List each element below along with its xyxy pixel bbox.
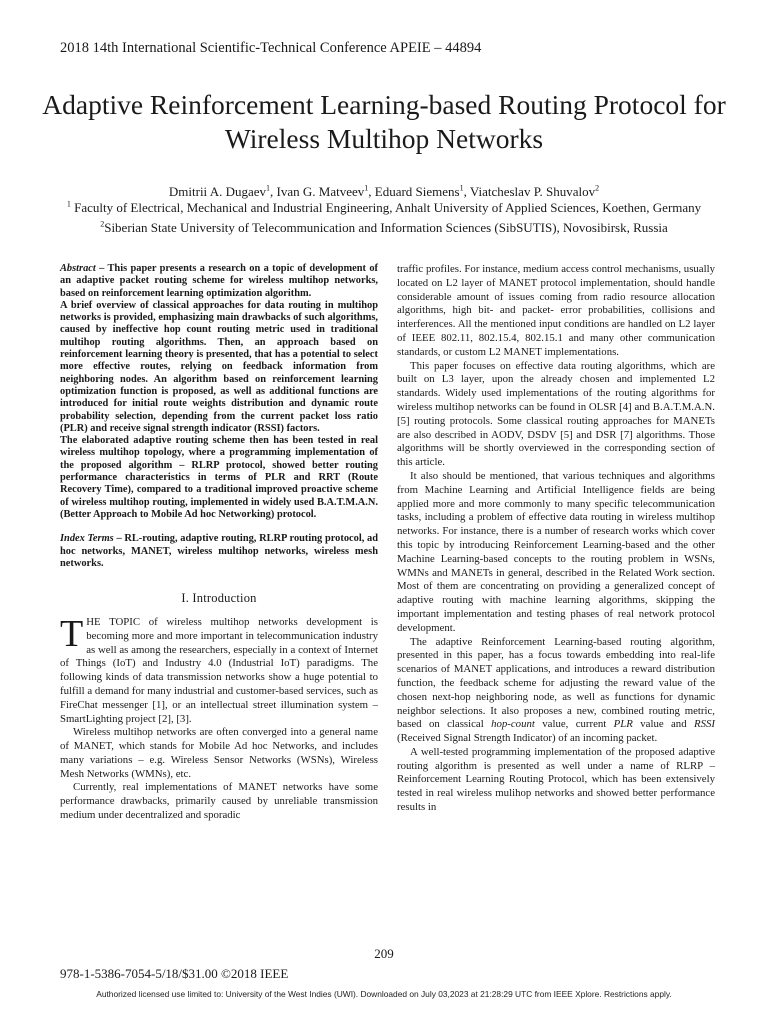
affiliation-number: 2: [100, 219, 105, 229]
body-text: (Received Signal Strength Indicator) of an incoming packet.: [397, 732, 658, 745]
body-text: value and: [632, 718, 694, 731]
abstract-text: – This paper presents a research on a topic of development of an adaptive packet routing scheme for wireless multihop networks, based on reinforcement learning optimization algorithm.: [60, 263, 378, 299]
author-affiliation-mark: 2: [595, 183, 600, 193]
author-affiliation-mark: 1: [364, 183, 369, 193]
plr-term: PLR: [613, 718, 633, 731]
body-paragraph: This paper focuses on effective data routing algorithms, which are built on L3 layer, upon the already chosen and implemented L2 standards. Widely used implementations of the routing algorithms for wireless multihop networks can be found in OLSR [4] and B.A.T.M.A.N. [5] routing protocols. Some classical routing approaches for MANETs are also described in AODV, DSDV [5] and DSR [7] algorithms. Those algorithms will be shortly overviewed in the corresponding section of this article.: [397, 359, 715, 469]
conference-header: 2018 14th International Scientific-Technical Conference APEIE – 44894: [60, 40, 482, 56]
author-name: Ivan G. Matveev: [276, 184, 365, 199]
intro-paragraph: Currently, real implementations of MANET networks have some performance drawbacks, primarily caused by unreliable transmission medium under decentralized and sporadic: [60, 781, 378, 822]
abstract-paragraph: A brief overview of classical approaches for data routing in multihop networks is provided, emphasizing main drawbacks of such algorithms, caused by ineffective hop count routing metric used in traditional multihop routing algorithms. Then, an approach based on reinforcement learning theory is presented, that has a potential to select more effective routes, relying on feedback information from neighboring nodes. An algorithm based on reinforcement learning optimization function is proposed, as well as additional functions are introduced for initial route weights distribution and dynamic route probability selection, depending from the current packet loss ratio (PLR) and receive signal strength indicator (RSSI) factors.: [60, 299, 378, 434]
author-list: Dmitrii A. Dugaev$^1$, Ivan G. Matveev$^1$, Eduard Siemens$^1$, Viatcheslav P. Shuvalov$^2$: [168, 183, 600, 199]
affiliation-1: [40, 200, 728, 216]
affiliation-text: Faculty of Electrical, Mechanical and Industrial Engineering, Anhalt University of Applied Sciences, Koethen, Germany: [74, 200, 702, 215]
author-name: Eduard Siemens: [374, 184, 460, 199]
page-number: 209: [374, 946, 394, 961]
body-paragraph: [397, 636, 715, 746]
author-affiliation-mark: 1: [266, 183, 271, 193]
intro-text: HE TOPIC of wireless multihop networks development is becoming more and more important in telecommunication industry as well as among the researchers, especially in a context of Internet of Things (IoT) and Industry 4.0 (Industrial IoT) paradigms. The following kinds of data transmission networks show a huge potential to fulfill a demand for many industrial and customer-based services, such as FireChat messenger [1], or an intellectual street illumination system – SmartLighting project [2], [3].: [60, 615, 378, 725]
license-footer: Authorized licensed use limited to: University of the West Indies (UWI). Downloaded on July 03,2023 at 21:28:29 UTC from IEEE Xplore. Restrictions apply.: [96, 989, 672, 999]
body-paragraph: It also should be mentioned, that various techniques and algorithms from Machine Learning and Artificial Intelligence fields are being applied more and more commonly to many specific telecommunication tasks, including a problem of effective data routing in wireless multihop networks. For instance, there is a number of research works which cover this topic by introducing Reinforcement Learning-based and the other Machine Learning-based concepts to the routing problem in WSNs, WMNs and MANETs in general, described in the Related Work section. Most of them are concentrating on providing a generalized concept of adaptive routing with machine learning algorithms, skipping the important implementation and testing phases of real network protocol development.: [397, 469, 715, 634]
body-text: value, current: [534, 718, 614, 731]
hop-count-term: hop-count: [491, 718, 535, 731]
section-heading: I. Introduction: [181, 591, 257, 606]
isbn-line: 978-1-5386-7054-5/18/$31.00 ©2018 IEEE: [60, 966, 289, 981]
left-column: [60, 263, 378, 823]
author-block: [40, 184, 728, 236]
abstract-paragraph: [60, 263, 378, 300]
intro-paragraph: [60, 612, 378, 726]
body-paragraph: traffic profiles. For instance, medium access control mechanisms, usually located on L2 layer of MANET protocol implementation, should handle considerable amount of issues coming from radio resource allocation algorithms, high bit- and packet- error probabilities, collisions and interferences. All the mentioned input conditions are handled on L2 layer of IEEE 802.11, 802.15.4, 802.15.1 and many other communication standards, or custom L2 MANET implementations.: [397, 263, 715, 358]
affiliation-2: [40, 220, 728, 236]
rssi-term: RSSI: [694, 718, 715, 731]
right-column: [397, 263, 715, 815]
index-terms: [60, 533, 378, 570]
body-paragraph: A well-tested programming implementation of the proposed adaptive routing algorithm is presented as well under a name of RLRP – Reinforcement Learning Routing Protocol, which has been extensively tested in real wireless mulihop networks and showed better performance results in: [397, 745, 715, 814]
body-text: The adaptive Reinforcement Learning-based routing algorithm, presented in this paper, has a focus towards embedding into real-life scenarios of MANET applications, and introduces a reward distribution function, the feedback scheme for adjusting the reward value of the chosen next-hop neighboring node, as well as functions for dynamic neighbor selections. It also proposes a new, combined routing metric, based on classical: [397, 635, 715, 731]
drop-cap: T: [60, 612, 84, 655]
index-terms-text: – RL-routing, adaptive routing, RLRP routing protocol, ad hoc networks, MANET, wireless multihop networks, wireless mesh networks.: [60, 533, 378, 569]
index-terms-label: Index Terms: [60, 533, 114, 545]
author-name: Dmitrii A. Dugaev: [168, 184, 267, 199]
affiliation-text: Siberian State University of Telecommunication and Information Sciences (SibSUTIS), Novosibirsk, Russia: [104, 220, 668, 235]
affiliation-number: 1: [66, 199, 71, 209]
abstract-label: Abstract: [60, 263, 96, 274]
author-name: Viatcheslav P. Shuvalov: [469, 184, 596, 199]
intro-paragraph: Wireless multihop networks are often converged into a general name of MANET, which stands for Mobile Ad hoc Networks, and includes many variations – e.g. Wireless Sensor Networks (WSNs), Wireless Mesh Networks (WMNs), etc.: [60, 726, 378, 780]
author-affiliation-mark: 1: [459, 183, 464, 193]
paper-title: Adaptive Reinforcement Learning-based Routing Protocol for Wireless Multihop Networks: [42, 89, 726, 154]
abstract-paragraph: The elaborated adaptive routing scheme then has been tested in real wireless multihop topology, where a programming implementation of the proposed algorithm – RLRP protocol, showed better routing performance characteristics in terms of PLR and RRT (Route Recovery Time), compared to a traditional improved proactive scheme of wireless multihop routing, implemented in widely used B.A.T.M.A.N. (Better Approach to Mobile Ad hoc Networking) protocol.: [60, 435, 378, 520]
